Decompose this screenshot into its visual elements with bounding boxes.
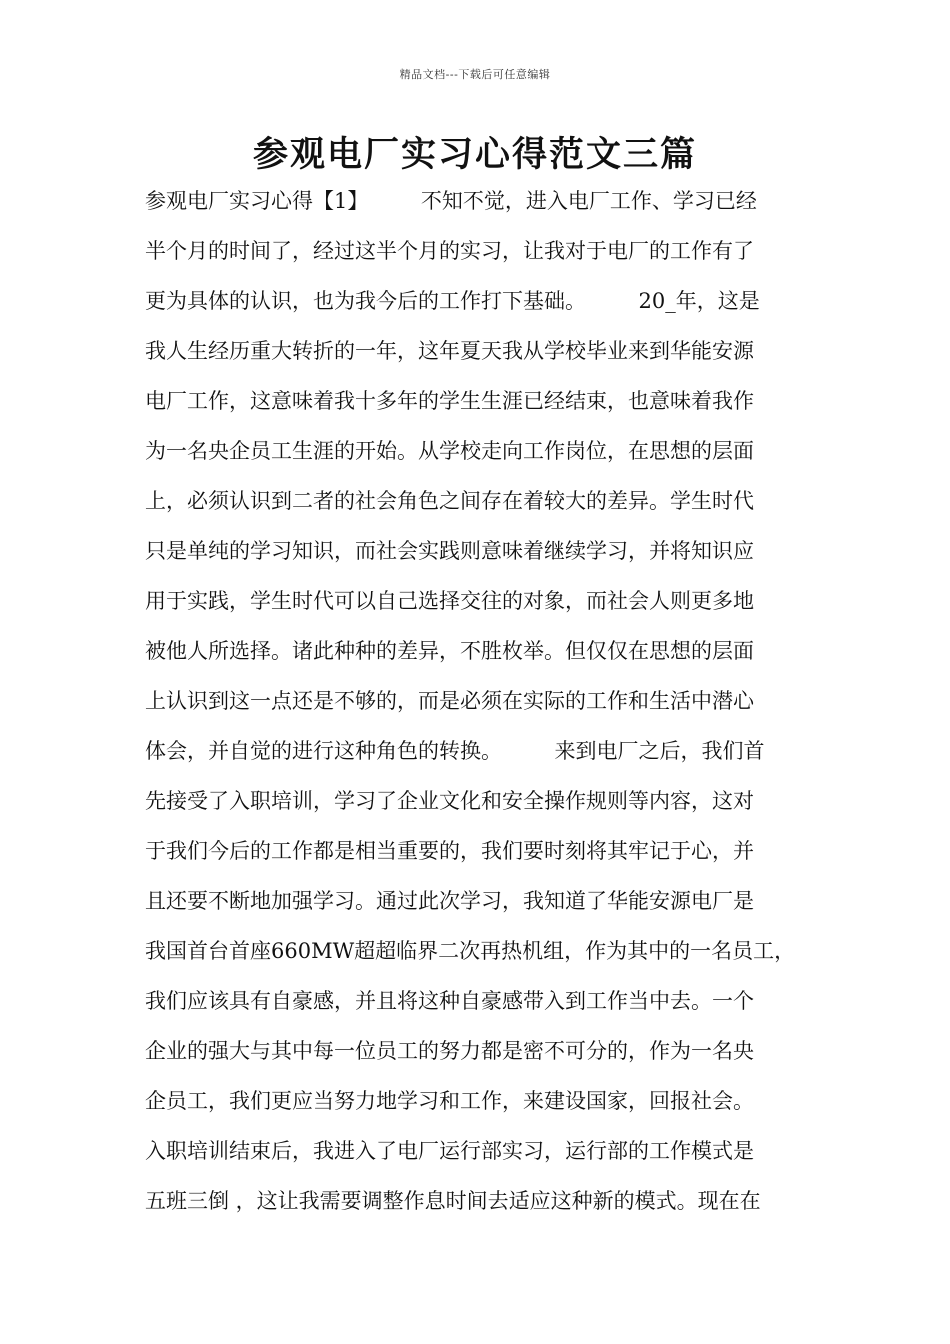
text-line: 参观电厂实习心得【1】 不知不觉，进入电厂工作、学习已经 <box>145 189 757 213</box>
text-line: 电厂工作，这意味着我十多年的学生生涯已经结束，也意味着我作 <box>145 389 754 413</box>
text-line: 更为具体的认识，也为我今后的工作打下基础。 20_年，这是 <box>145 289 760 313</box>
text-line: 只是单纯的学习知识，而社会实践则意味着继续学习，并将知识应 <box>145 539 754 563</box>
text-line: 为一名央企员工生涯的开始。从学校走向工作岗位，在思想的层面 <box>145 439 754 463</box>
text-line: 体会，并自觉的进行这种角色的转换。 来到电厂之后，我们首 <box>145 739 765 763</box>
text-line: 于我们今后的工作都是相当重要的，我们要时刻将其牢记于心，并 <box>145 839 754 863</box>
text-line: 五班三倒 ，这让我需要调整作息时间去适应这种新的模式。现在在 <box>145 1189 761 1213</box>
text-line: 我国首台首座660MW超超临界二次再热机组，作为其中的一名员工， <box>145 939 796 963</box>
text-line: 用于实践，学生时代可以自己选择交往的对象，而社会人则更多地 <box>145 589 754 613</box>
text-line: 先接受了入职培训，学习了企业文化和安全操作规则等内容，这对 <box>145 789 754 813</box>
document-body <box>145 176 825 1226</box>
page-title: 参观电厂实习心得范文三篇 <box>252 134 697 175</box>
page-header-note: 精品文档---下载后可任意编辑 <box>399 68 551 81</box>
text-line: 被他人所选择。诸此种种的差异，不胜枚举。但仅仅在思想的层面 <box>145 639 754 663</box>
text-line: 我人生经历重大转折的一年，这年夏天我从学校毕业来到华能安源 <box>145 339 754 363</box>
text-line: 半个月的时间了，经过这半个月的实习，让我对于电厂的工作有了 <box>145 239 754 263</box>
text-line: 上认识到这一点还是不够的，而是必须在实际的工作和生活中潜心 <box>145 689 754 713</box>
text-line: 入职培训结束后，我进入了电厂运行部实习，运行部的工作模式是 <box>145 1139 754 1163</box>
text-line: 企业的强大与其中每一位员工的努力都是密不可分的，作为一名央 <box>145 1039 754 1063</box>
text-line: 且还要不断地加强学习。通过此次学习，我知道了华能安源电厂是 <box>145 889 754 913</box>
text-line: 我们应该具有自豪感，并且将这种自豪感带入到工作当中去。一个 <box>145 989 754 1013</box>
text-line: 企员工，我们更应当努力地学习和工作，来建设国家，回报社会。 <box>145 1089 754 1113</box>
text-line: 上，必须认识到二者的社会角色之间存在着较大的差异。学生时代 <box>145 489 754 513</box>
